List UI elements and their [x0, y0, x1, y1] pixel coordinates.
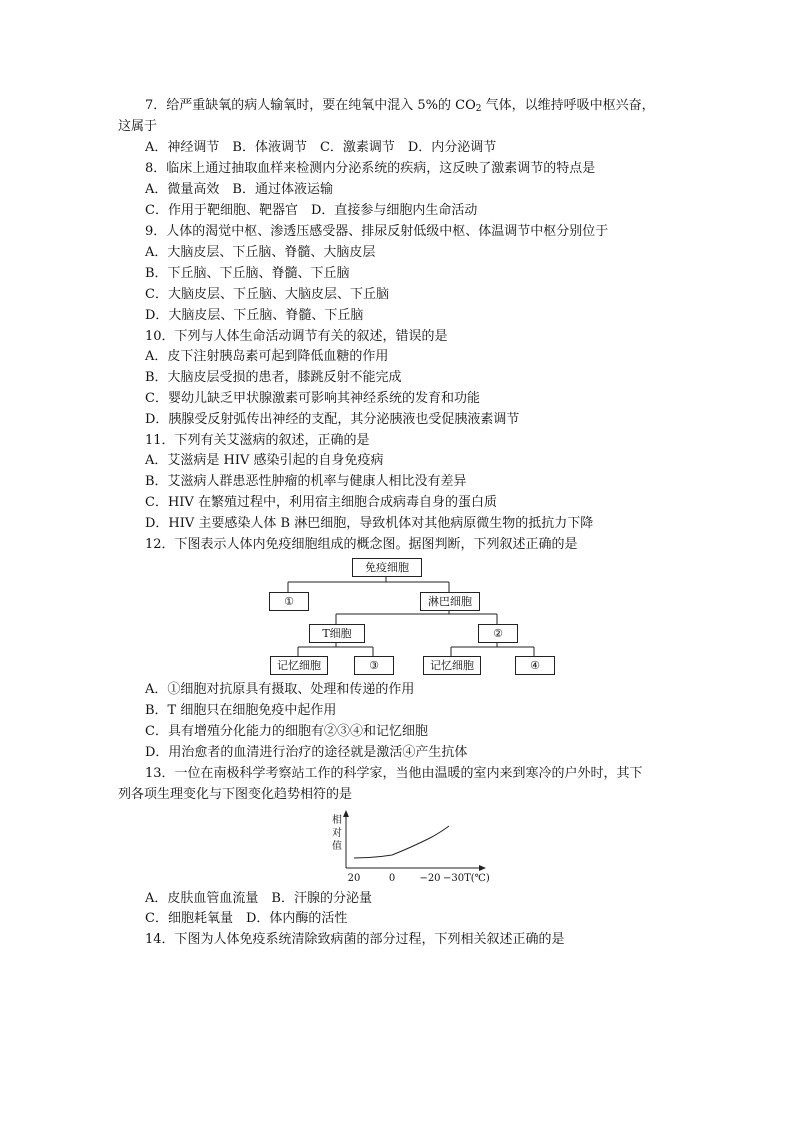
q11-option-a: A．艾滋病是 HIV 感染引起的自身免疫病	[145, 453, 384, 468]
q7-stem-text-tail: 气体，以维持呼吸中枢兴奋，	[481, 98, 655, 113]
x-tick-label: −20	[419, 873, 441, 884]
q10-option-d: D．胰腺受反射弧传出神经的支配，其分泌胰液也受促胰液素调节	[145, 412, 520, 427]
node-2: ②	[478, 624, 518, 643]
q11-stem: 11．下列有关艾滋病的叙述，正确的是	[145, 433, 370, 448]
q11-option-c: C．HIV 在繁殖过程中，利用宿主细胞合成病毒自身的蛋白质	[145, 495, 497, 510]
q9-option-a: A．大脑皮层、下丘脑、脊髓、大脑皮层	[145, 245, 376, 260]
q12-option-c: C．具有增殖分化能力的细胞有②③④和记忆细胞	[145, 724, 428, 739]
x-tick-labels	[348, 873, 490, 884]
y-axis-label-char: 对	[332, 828, 342, 839]
node-t-cell: T细胞	[309, 624, 365, 643]
x-tick-label: 20	[347, 873, 361, 884]
x-axis-arrow-icon	[479, 865, 486, 871]
q8-options-cd: C．作用于靶细胞、靶器官 D．直接参与细胞内生命活动	[145, 203, 478, 218]
q7-stem-text: 7．给严重缺氧的病人输氧时，要在纯氧中混入 5%的 CO	[145, 98, 476, 113]
y-axis-label-char: 相	[332, 815, 342, 826]
q12-stem: 12．下图表示人体内免疫细胞组成的概念图。据图判断，下列叙述正确的是	[145, 537, 578, 552]
q10-stem: 10．下列与人体生命活动调节有关的叙述，错误的是	[145, 329, 448, 344]
q7-stem-line2: 这属于	[118, 119, 158, 134]
series-line	[354, 826, 449, 858]
q13-options-ab: A．皮肤血管血流量 B．汗腺的分泌量	[145, 891, 372, 906]
chart-axes	[343, 810, 486, 871]
q13-stem-line2: 列各项生理变化与下图变化趋势相符的是	[118, 787, 353, 802]
q14-stem: 14．下图为人体免疫系统清除致病菌的部分过程，下列相关叙述正确的是	[145, 932, 565, 947]
node-immune-cell: 免疫细胞	[352, 558, 422, 577]
q12-option-d: D．用治愈者的血清进行治疗的途径就是激活④产生抗体	[145, 745, 468, 760]
x-tick-label: 0	[388, 873, 396, 884]
q9-option-b: B．下丘脑、下丘脑、脊髓、下丘脑	[145, 266, 350, 281]
q10-option-a: A．皮下注射胰岛素可起到降低血糖的作用	[145, 349, 389, 364]
q10-option-b: B．大脑皮层受损的患者，膝跳反射不能完成	[145, 370, 402, 385]
x-tick-label: −30T(℃)	[443, 873, 490, 884]
node-memory-cell-right: 记忆细胞	[423, 656, 481, 675]
node-lymphocyte: 淋巴细胞	[420, 592, 480, 611]
y-axis-label-char: 值	[332, 841, 342, 852]
q9-stem: 9．人体的渴觉中枢、渗透压感受器、排尿反射低级中枢、体温调节中枢分别位于	[145, 224, 609, 239]
node-4: ④	[515, 656, 555, 675]
node-3: ③	[354, 656, 394, 675]
q13-stem-line1: 13．一位在南极科学考察站工作的科学家，当他由温暖的室内来到寒冷的户外时，其下	[145, 766, 643, 781]
q11-option-d: D．HIV 主要感染人体 B 淋巴细胞，导致机体对其他病原微生物的抵抗力下降	[145, 516, 594, 531]
node-1: ①	[269, 592, 309, 611]
q11-option-b: B．艾滋病人群患恶性肿瘤的机率与健康人相比没有差异	[145, 474, 467, 489]
q13-options-cd: C．细胞耗氧量 D．体内酶的活性	[145, 911, 348, 926]
q8-stem: 8．临床上通过抽取血样来检测内分泌系统的疾病，这反映了激素调节的特点是	[145, 161, 596, 176]
q10-option-c: C．婴幼儿缺乏甲状腺激素可影响其神经系统的发育和功能	[145, 391, 480, 406]
q7-options: A．神经调节 B．体液调节 C．激素调节 D．内分泌调节	[145, 140, 497, 155]
q9-option-c: C．大脑皮层、下丘脑、大脑皮层、下丘脑	[145, 287, 389, 302]
q12-option-a: A．①细胞对抗原具有摄取、处理和传递的作用	[145, 682, 415, 697]
q8-options-ab: A．微量高效 B．通过体液运输	[145, 182, 333, 197]
q7-subscript: 2	[475, 104, 482, 114]
y-axis-arrow-icon	[343, 810, 349, 817]
q9-option-d: D．大脑皮层、下丘脑、脊髓、下丘脑	[145, 308, 364, 323]
y-axis-label	[332, 813, 342, 852]
q12-option-b: B．T 细胞只在细胞免疫中起作用	[145, 703, 337, 718]
node-memory-cell-left: 记忆细胞	[270, 656, 328, 675]
